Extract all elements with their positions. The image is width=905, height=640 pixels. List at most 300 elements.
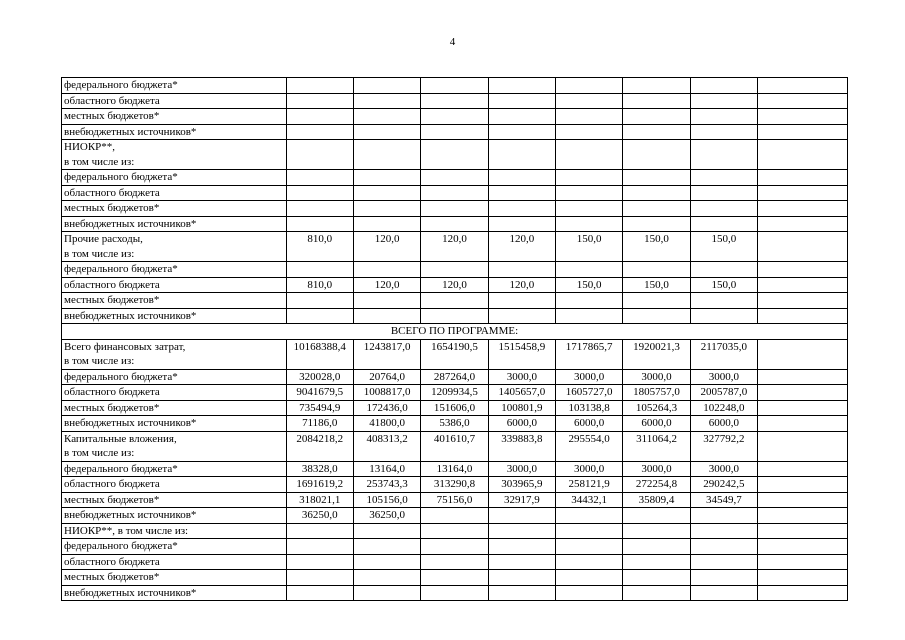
row-label-line: местных бюджетов* [64,294,160,306]
value-cell [421,539,488,555]
value-cell [623,93,690,109]
value-cell: 120,0 [353,232,420,262]
value-cell: 3000,0 [488,461,555,477]
value-cell: 2005787,0 [690,385,757,401]
row-label [62,140,287,170]
value-cell: 408313,2 [353,431,420,461]
empty-cell [758,170,848,186]
empty-cell [758,216,848,232]
value-cell: 6000,0 [623,416,690,432]
empty-cell [758,262,848,278]
row-label [62,339,287,369]
value-cell: 151606,0 [421,400,488,416]
value-cell [286,308,353,324]
value-cell: 3000,0 [488,369,555,385]
table-row [62,554,848,570]
empty-cell [758,232,848,262]
table-row [62,477,848,493]
empty-cell [758,185,848,201]
budget-table [61,77,848,601]
value-cell: 272254,8 [623,477,690,493]
value-cell: 103138,8 [556,400,623,416]
empty-cell [758,554,848,570]
value-cell: 36250,0 [353,508,420,524]
value-cell [488,93,555,109]
row-label [62,539,287,555]
value-cell [421,124,488,140]
value-cell [488,78,555,94]
value-cell [286,124,353,140]
value-cell [286,185,353,201]
empty-cell [758,523,848,539]
value-cell: 3000,0 [623,369,690,385]
table-row [62,293,848,309]
row-label-line: внебюджетных источников* [64,125,197,138]
empty-cell [758,93,848,109]
value-cell: 401610,7 [421,431,488,461]
row-label-line: местных бюджетов* [64,493,160,506]
value-cell: 120,0 [488,277,555,293]
row-label-line: местных бюджетов* [64,202,160,214]
empty-cell [758,78,848,94]
row-label-line: областного бюджета [64,555,160,568]
value-cell: 34432,1 [556,492,623,508]
value-cell [488,508,555,524]
value-cell [488,216,555,232]
row-label-line: областного бюджета [64,94,160,107]
value-cell [488,539,555,555]
value-cell: 3000,0 [556,461,623,477]
row-label [62,124,287,140]
value-cell: 3000,0 [556,369,623,385]
row-label [62,201,287,217]
value-cell: 2084218,2 [286,431,353,461]
table-row [62,461,848,477]
value-cell [623,78,690,94]
value-cell [421,216,488,232]
value-cell [556,308,623,324]
value-cell: 1717865,7 [556,339,623,369]
value-cell: 150,0 [623,277,690,293]
value-cell [690,523,757,539]
value-cell [353,554,420,570]
value-cell [690,570,757,586]
value-cell [690,585,757,601]
value-cell [286,262,353,278]
value-cell: 303965,9 [488,477,555,493]
value-cell: 3000,0 [690,369,757,385]
empty-cell [758,461,848,477]
value-cell [421,523,488,539]
value-cell [690,93,757,109]
value-cell [623,293,690,309]
value-cell [690,216,757,232]
row-label-line: местных бюджетов* [64,110,160,122]
row-label [62,416,287,432]
table-row [62,339,848,369]
table-row [62,216,848,232]
value-cell [690,262,757,278]
value-cell [690,201,757,217]
value-cell: 1405657,0 [488,385,555,401]
value-cell: 150,0 [690,232,757,262]
value-cell [353,170,420,186]
value-cell: 6000,0 [690,416,757,432]
table-row [62,492,848,508]
value-cell: 290242,5 [690,477,757,493]
row-label-line: в том числе из: [64,447,135,459]
value-cell [488,109,555,125]
value-cell [623,585,690,601]
value-cell [623,570,690,586]
value-cell: 13164,0 [353,461,420,477]
empty-cell [758,293,848,309]
value-cell [421,570,488,586]
row-label-line: федерального бюджета* [64,171,178,183]
row-label-line: местных бюджетов* [64,401,160,414]
value-cell [556,293,623,309]
row-label-line: в том числе из: [64,247,135,260]
value-cell [286,93,353,109]
value-cell [488,308,555,324]
empty-cell [758,508,848,524]
value-cell [286,109,353,125]
value-cell [623,508,690,524]
value-cell [690,78,757,94]
value-cell: 1209934,5 [421,385,488,401]
value-cell: 105264,3 [623,400,690,416]
empty-cell [758,570,848,586]
value-cell [488,185,555,201]
value-cell [488,570,555,586]
table-row [62,308,848,324]
value-cell: 313290,8 [421,477,488,493]
row-label-line: областного бюджета [64,278,160,291]
row-label-line: областного бюджета [64,386,160,398]
value-cell: 10168388,4 [286,339,353,369]
row-label-line: внебюджетных источников* [64,217,197,230]
value-cell: 1654190,5 [421,339,488,369]
value-cell [353,523,420,539]
value-cell [421,585,488,601]
value-cell [623,124,690,140]
section-header-row [62,324,848,340]
row-label-line: федерального бюджета* [64,79,178,91]
value-cell [353,93,420,109]
value-cell [421,201,488,217]
value-cell: 1605727,0 [556,385,623,401]
row-label [62,216,287,232]
value-cell [421,554,488,570]
value-cell [353,585,420,601]
budget-table-body [62,78,848,601]
row-label [62,461,287,477]
table-row [62,170,848,186]
value-cell [556,93,623,109]
row-label-line: внебюджетных источников* [64,417,197,429]
value-cell [690,308,757,324]
row-label [62,308,287,324]
value-cell [421,185,488,201]
value-cell [623,109,690,125]
value-cell [353,185,420,201]
empty-cell [758,140,848,170]
value-cell [556,216,623,232]
value-cell [421,170,488,186]
row-label-line: НИОКР**, [64,141,116,153]
value-cell: 102248,0 [690,400,757,416]
empty-cell [758,539,848,555]
value-cell [488,170,555,186]
row-label [62,232,287,262]
row-label [62,277,287,293]
table-row [62,400,848,416]
empty-cell [758,277,848,293]
value-cell: 35809,4 [623,492,690,508]
value-cell [690,185,757,201]
value-cell [286,78,353,94]
value-cell [421,140,488,170]
row-label-line: федерального бюджета* [64,370,178,383]
value-cell [556,585,623,601]
table-row [62,539,848,555]
row-label [62,170,287,186]
value-cell [556,140,623,170]
value-cell [623,216,690,232]
value-cell: 810,0 [286,232,353,262]
table-row [62,570,848,586]
value-cell [353,570,420,586]
value-cell [421,78,488,94]
value-cell: 34549,7 [690,492,757,508]
value-cell: 1691619,2 [286,477,353,493]
row-label [62,570,287,586]
value-cell [286,170,353,186]
value-cell: 320028,0 [286,369,353,385]
value-cell: 339883,8 [488,431,555,461]
value-cell [556,523,623,539]
value-cell: 150,0 [690,277,757,293]
value-cell: 1805757,0 [623,385,690,401]
value-cell [556,78,623,94]
value-cell: 311064,2 [623,431,690,461]
value-cell [690,508,757,524]
value-cell: 735494,9 [286,400,353,416]
value-cell [556,262,623,278]
value-cell [286,216,353,232]
value-cell [353,109,420,125]
value-cell [623,140,690,170]
value-cell [556,201,623,217]
row-label [62,293,287,309]
value-cell [556,170,623,186]
value-cell [556,508,623,524]
empty-cell [758,492,848,508]
table-row [62,385,848,401]
value-cell [556,539,623,555]
value-cell [488,262,555,278]
value-cell: 150,0 [623,232,690,262]
value-cell [488,293,555,309]
value-cell [353,539,420,555]
table-row [62,201,848,217]
row-label-line: федерального бюджета* [64,462,178,475]
value-cell: 295554,0 [556,431,623,461]
row-label [62,385,287,401]
value-cell [353,201,420,217]
row-label [62,585,287,601]
row-label-line: федерального бюджета* [64,263,178,275]
value-cell [690,293,757,309]
row-label-line: областного бюджета [64,186,160,199]
value-cell: 3000,0 [690,461,757,477]
row-label-line: в том числе из: [64,355,135,367]
empty-cell [758,585,848,601]
table-row [62,508,848,524]
value-cell: 105156,0 [353,492,420,508]
empty-cell [758,416,848,432]
value-cell [488,585,555,601]
value-cell: 327792,2 [690,431,757,461]
value-cell: 120,0 [488,232,555,262]
table-row [62,585,848,601]
value-cell [556,124,623,140]
row-label [62,78,287,94]
value-cell: 2117035,0 [690,339,757,369]
empty-cell [758,431,848,461]
row-label [62,109,287,125]
row-label-line: Прочие расходы, [64,233,143,245]
empty-cell [758,109,848,125]
value-cell [690,554,757,570]
value-cell: 172436,0 [353,400,420,416]
value-cell [353,308,420,324]
row-label [62,431,287,461]
row-label-line: Капитальные вложения, [64,432,177,445]
value-cell [623,554,690,570]
row-label-line: НИОКР**, в том числе из: [64,524,189,537]
value-cell [623,539,690,555]
table-row [62,232,848,262]
value-cell [556,570,623,586]
table-row [62,277,848,293]
value-cell [286,585,353,601]
value-cell [353,216,420,232]
value-cell [421,93,488,109]
empty-cell [758,124,848,140]
value-cell [488,554,555,570]
value-cell [421,293,488,309]
row-label [62,523,287,539]
value-cell: 100801,9 [488,400,555,416]
value-cell [556,554,623,570]
row-label [62,477,287,493]
value-cell: 120,0 [353,277,420,293]
table-row [62,431,848,461]
section-title: ВСЕГО ПО ПРОГРАММЕ: [62,324,848,340]
row-label-line: федерального бюджета* [64,540,178,552]
value-cell: 1920021,3 [623,339,690,369]
value-cell: 3000,0 [623,461,690,477]
value-cell: 75156,0 [421,492,488,508]
value-cell [488,201,555,217]
value-cell: 41800,0 [353,416,420,432]
value-cell [623,185,690,201]
value-cell: 1243817,0 [353,339,420,369]
value-cell [353,293,420,309]
value-cell [286,140,353,170]
value-cell: 253743,3 [353,477,420,493]
value-cell [556,185,623,201]
row-label [62,93,287,109]
empty-cell [758,201,848,217]
table-row [62,93,848,109]
value-cell [286,293,353,309]
value-cell: 32917,9 [488,492,555,508]
value-cell: 5386,0 [421,416,488,432]
value-cell [353,78,420,94]
value-cell: 258121,9 [556,477,623,493]
value-cell [623,201,690,217]
value-cell: 6000,0 [556,416,623,432]
row-label-line: областного бюджета [64,478,160,490]
value-cell [623,262,690,278]
value-cell: 20764,0 [353,369,420,385]
value-cell [488,140,555,170]
row-label-line: внебюджетных источников* [64,309,197,322]
value-cell [556,109,623,125]
value-cell: 318021,1 [286,492,353,508]
value-cell [286,201,353,217]
empty-cell [758,369,848,385]
row-label-line: внебюджетных источников* [64,509,197,521]
page-number: 4 [449,36,456,48]
table-row [62,369,848,385]
row-label [62,369,287,385]
value-cell: 9041679,5 [286,385,353,401]
value-cell: 1515458,9 [488,339,555,369]
value-cell [421,109,488,125]
value-cell [690,124,757,140]
value-cell [421,508,488,524]
empty-cell [758,339,848,369]
value-cell [353,124,420,140]
value-cell [286,554,353,570]
value-cell: 71186,0 [286,416,353,432]
empty-cell [758,385,848,401]
value-cell [421,262,488,278]
row-label-line: в том числе из: [64,155,135,168]
value-cell [286,523,353,539]
value-cell [623,523,690,539]
value-cell: 287264,0 [421,369,488,385]
value-cell [488,523,555,539]
value-cell [286,570,353,586]
table-row [62,140,848,170]
row-label-line: местных бюджетов* [64,571,160,583]
value-cell: 150,0 [556,277,623,293]
row-label [62,508,287,524]
value-cell [690,170,757,186]
row-label-line: Всего финансовых затрат, [64,340,186,353]
empty-cell [758,308,848,324]
row-label [62,400,287,416]
value-cell: 120,0 [421,232,488,262]
value-cell: 120,0 [421,277,488,293]
row-label [62,492,287,508]
value-cell: 38328,0 [286,461,353,477]
value-cell: 6000,0 [488,416,555,432]
